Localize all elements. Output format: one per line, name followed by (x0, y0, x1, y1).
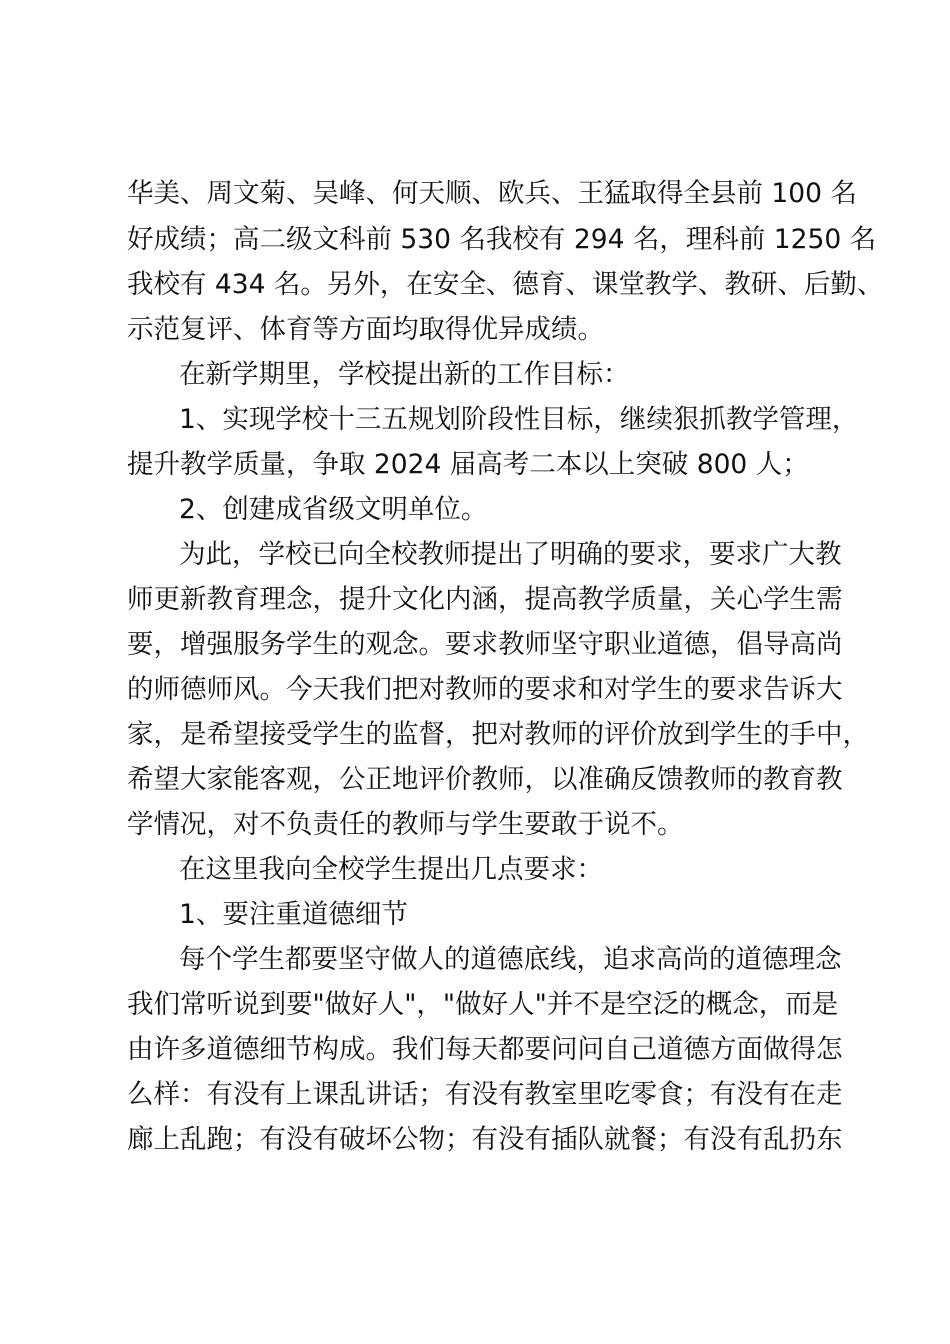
text-line: 的师德师风。今天我们把对教师的要求和对学生的要求告诉大 (127, 674, 843, 705)
text-line: 每个学生都要坚守做人的道德底线，追求高尚的道德理念 (179, 944, 842, 975)
text-line: 廊上乱跑；有没有破坏公物；有没有插队就餐；有没有乱扔东 (127, 1124, 843, 1155)
text-line: 提升教学质量，争取 2024 届高考二本以上突破 800 人； (127, 449, 809, 480)
text-line: 我校有 434 名。另外，在安全、德育、课堂教学、教研、后勤、 (127, 269, 884, 300)
text-line: 要，增强服务学生的观念。要求教师坚守职业道德，倡导高尚 (127, 629, 843, 660)
text-line: 么样：有没有上课乱讲话；有没有教室里吃零食；有没有在走 (127, 1079, 843, 1110)
text-line: 为此，学校已向全校教师提出了明确的要求，要求广大教 (179, 539, 842, 570)
text-line: 好成绩；高二级文科前 530 名我校有 294 名，理科前 1250 名 (127, 224, 877, 255)
text-line: 2、创建成省级文明单位。 (179, 494, 488, 525)
text-line: 1、要注重道德细节 (179, 899, 408, 930)
text-line: 我们常听说到要"做好人"，"做好人"并不是空泛的概念，而是 (127, 989, 839, 1020)
text-line: 在新学期里，学校提出新的工作目标： (179, 359, 630, 390)
text-line: 华美、周文菊、吴峰、何天顺、欧兵、王猛取得全县前 100 名 (127, 178, 857, 209)
text-line: 1、实现学校十三五规划阶段性目标，继续狠抓教学管理， (179, 404, 859, 435)
text-line: 希望大家能客观，公正地评价教师，以准确反馈教师的教育教 (127, 764, 843, 795)
text-line: 在这里我向全校学生提出几点要求： (179, 854, 603, 885)
text-line: 学情况，对不负责任的教师与学生要敢于说不。 (127, 809, 684, 840)
text-line: 示范复评、体育等方面均取得优异成绩。 (127, 314, 604, 345)
text-line: 家，是希望接受学生的监督，把对教师的评价放到学生的手中， (127, 719, 869, 750)
text-line: 师更新教育理念，提升文化内涵，提高教学质量，关心学生需 (127, 584, 843, 615)
text-line: 由许多道德细节构成。我们每天都要问问自己道德方面做得怎 (127, 1034, 843, 1065)
